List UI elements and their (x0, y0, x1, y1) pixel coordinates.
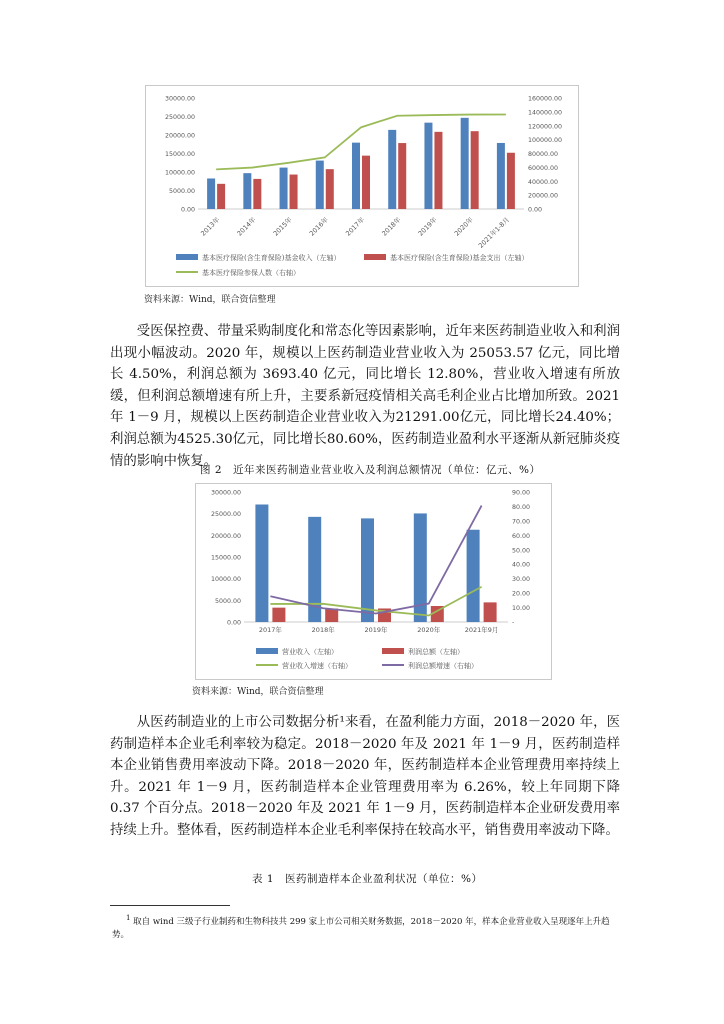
x-tick-label: 2019年 (416, 215, 439, 238)
bar-expense (362, 156, 370, 209)
x-tick-label: 2016年 (307, 215, 330, 238)
legend-swatch-income (176, 254, 198, 260)
y-right-tick-label: 0.00 (528, 206, 543, 214)
x-tick-label: 2017年 (258, 626, 282, 634)
y-right-tick-label: 40000.00 (528, 178, 559, 186)
chart-2-source: 资料来源：Wind，联合资信整理 (192, 687, 324, 697)
bar-profit (325, 609, 338, 622)
paragraph-2-text: 从医药制造业的上市公司数据分析¹来看，在盈利能力方面，2018－2020 年，医药制造样本企业毛利率较为稳定。2018－2020 年及 2021 年 1－9 月，医药制造样本企业销售费用率波动下降。2018－2020 年，医药制造样本企业管理费用率持续上升。2021 年 1－9 月，医药制造样本企业管理费用率为 6.26%，较上年同期下降 0.37 个百分点。2018－2020 年及 2021 年 1－9 月，医药制造样本企业研发费用率持续上升。整体看，医药制造样本企业毛利率保持在较高水平，销售费用率波动下降。 (110, 715, 620, 838)
y-left-tick-label: 25000.00 (164, 114, 195, 121)
y-right-tick-label: - (512, 619, 515, 627)
bar-income (424, 123, 432, 209)
chart-2-container (195, 483, 552, 680)
y-left-tick-label: 10000.00 (210, 576, 241, 584)
bar-profit (484, 602, 497, 622)
legend-label-revenue: 营业收入（左轴） (282, 648, 338, 656)
table-1-caption: 表 1 医药制造样本企业盈利状况（单位：%） (252, 873, 483, 885)
bar-expense (434, 132, 442, 209)
bar-income (243, 173, 251, 209)
legend-label-insured: 基本医疗保险参保人数（右轴） (202, 269, 300, 277)
bar-income (280, 168, 288, 209)
bar-income (207, 178, 215, 209)
y-right-tick-label: 60.00 (512, 532, 531, 540)
y-left-tick-label: 5000.00 (214, 597, 241, 605)
chart-1-source: 资料来源：Wind，联合资信整理 (144, 295, 276, 305)
line-revenue_growth (270, 587, 481, 616)
y-right-tick-label: 70.00 (512, 518, 531, 526)
legend-swatch-expense (364, 254, 386, 260)
y-right-tick-label: 120000.00 (528, 123, 563, 131)
legend-label-revenue-growth: 营业收入增速（右轴） (282, 662, 352, 670)
bar-income (461, 118, 469, 209)
bar-expense (398, 143, 406, 209)
legend-label-profit-growth: 利润总额增速（右轴） (408, 662, 478, 670)
bar-income (316, 161, 324, 209)
bar-expense (217, 184, 225, 209)
legend-swatch-profit (382, 648, 404, 654)
x-tick-label: 2018年 (380, 215, 403, 238)
figure-2-caption: 图 2 近年来医药制造业营业收入及利润总额情况（单位：亿元、%） (200, 464, 541, 476)
paragraph-2 (110, 712, 620, 842)
y-left-tick-label: 30000.00 (164, 95, 195, 103)
y-right-tick-label: 160000.00 (528, 95, 563, 103)
bar-revenue (467, 530, 480, 622)
y-left-tick-label: 25000.00 (210, 511, 241, 519)
bar-expense (326, 169, 334, 209)
y-left-tick-label: 20000.00 (210, 532, 241, 540)
bar-income (497, 143, 505, 209)
paragraph-1-text: 受医保控费、带量采购制度化和常态化等因素影响，近年来医药制造业收入和利润出现小幅波动。2020 年，规模以上医药制造业营业收入为 25053.57 亿元，同比增长 4.50%，利润总额为 3693.40 亿元，同比增长 12.80%，营业收入增速有所放缓，但利润总额增速有所上升，主要系新冠疫情相关高毛利企业占比增加所致。2021 年 1－9 月，规模以上医药制造企业营业收入为21291.00亿元，同比增长24.40%；利润总额为4525.30亿元，同比增长80.60%，医药制造业盈利水平逐渐从新冠肺炎疫情的影响中恢复。 (110, 324, 620, 469)
legend-label-profit: 利润总额（左轴） (408, 648, 464, 656)
y-right-tick-label: 90.00 (512, 489, 531, 497)
bar-revenue (361, 518, 374, 622)
bar-expense (253, 179, 261, 209)
y-left-tick-label: 15000.00 (164, 151, 195, 158)
y-right-tick-label: 80000.00 (528, 151, 559, 158)
x-tick-label: 2021年9月 (464, 626, 499, 634)
chart-1-container (145, 85, 579, 287)
x-tick-label: 2021年1-8月 (476, 215, 512, 250)
x-tick-label: 2014年 (235, 215, 258, 238)
footnote (112, 912, 612, 942)
x-tick-label: 2013年 (199, 215, 222, 238)
line-profit_growth (270, 506, 481, 614)
x-tick-label: 2019年 (364, 626, 388, 634)
y-right-tick-label: 40.00 (512, 561, 531, 569)
paragraph-1 (110, 321, 620, 472)
x-tick-label: 2020年 (417, 626, 441, 634)
x-tick-label: 2015年 (271, 215, 294, 238)
bar-expense (290, 175, 298, 209)
footnote-rule (110, 905, 230, 906)
footnote-marker: 1 (126, 914, 131, 922)
chart-1 (146, 86, 578, 286)
x-tick-label: 2018年 (311, 626, 335, 634)
x-tick-label: 2017年 (344, 215, 367, 238)
chart-2 (196, 484, 551, 679)
bar-revenue (255, 504, 268, 622)
y-left-tick-label: 0.00 (226, 619, 241, 627)
bar-profit (272, 608, 285, 622)
legend-label-income: 基本医疗保险(含生育保险)基金收入（左轴） (202, 254, 341, 262)
bar-expense (507, 153, 515, 209)
bar-expense (471, 131, 479, 209)
y-right-tick-label: 140000.00 (528, 109, 563, 117)
y-right-tick-label: 60000.00 (528, 164, 559, 172)
y-left-tick-label: 15000.00 (210, 554, 241, 562)
y-right-tick-label: 30.00 (512, 576, 531, 584)
legend-label-expense: 基本医疗保险(含生育保险)基金支出（左轴） (390, 254, 529, 262)
y-right-tick-label: 50.00 (512, 547, 531, 555)
y-left-tick-label: 5000.00 (168, 188, 195, 195)
footnote-text: 取自 wind 三级子行业制药和生物科技共 299 家上市公司相关财务数据，2018－2020 年，样本企业营业收入呈现逐年上升趋势。 (112, 916, 610, 940)
y-right-tick-label: 80.00 (512, 503, 531, 511)
y-left-tick-label: 20000.00 (164, 132, 195, 140)
y-right-tick-label: 10.00 (512, 605, 531, 613)
y-left-tick-label: 10000.00 (164, 169, 195, 177)
y-right-tick-label: 20.00 (512, 590, 531, 598)
x-tick-label: 2020年 (452, 215, 475, 238)
y-left-tick-label: 0.00 (180, 206, 195, 214)
legend-swatch-revenue (256, 648, 278, 654)
y-right-tick-label: 20000.00 (528, 192, 559, 200)
y-right-tick-label: 100000.00 (528, 137, 563, 145)
bar-income (352, 143, 360, 209)
y-left-tick-label: 30000.00 (210, 489, 241, 497)
bar-income (388, 130, 396, 209)
